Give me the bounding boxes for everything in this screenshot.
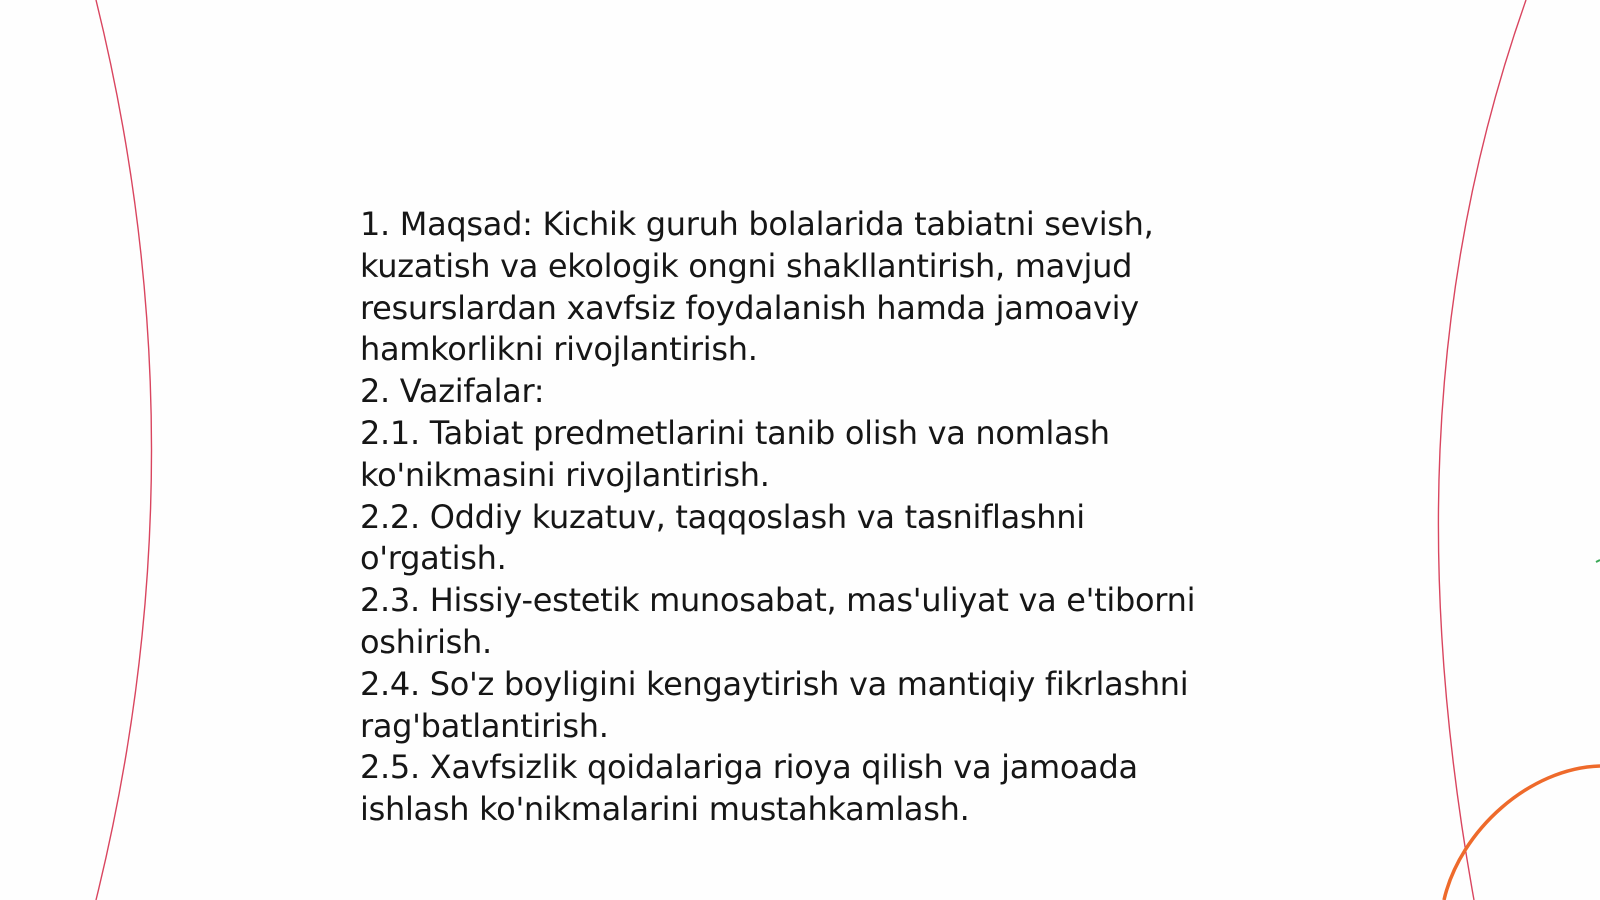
objectives-text-block — [360, 204, 1240, 831]
right-arc-line — [1438, 0, 1526, 900]
text-line: 2.4. So'z boyligini kengaytirish va mantiqiy fikrlashni — [360, 664, 1189, 703]
left-arc-line — [96, 0, 152, 900]
text-line: o'rgatish. — [360, 539, 507, 578]
text-line: 2.3. Hissiy-estetik munosabat, mas'uliyat va e'tiborni — [360, 581, 1196, 620]
text-line: 2.5. Xavfsizlik qoidalariga rioya qilish va jamoada — [360, 748, 1138, 787]
text-line: 2. Vazifalar: — [360, 372, 545, 411]
text-line: rag'batlantirish. — [360, 706, 609, 745]
orange-arc — [1444, 766, 1600, 900]
text-line: 2.1. Tabiat predmetlarini tanib olish va nomlash — [360, 413, 1110, 452]
text-line: ko'nikmasini rivojlantirish. — [360, 455, 770, 494]
green-mark — [1596, 560, 1600, 562]
text-line: oshirish. — [360, 622, 492, 661]
text-line: kuzatish va ekologik ongni shakllantirish, mavjud — [360, 246, 1133, 285]
text-line: resurslardan xavfsiz foydalanish hamda jamoaviy — [360, 288, 1139, 327]
text-line: 2.2. Oddiy kuzatuv, taqqoslash va tasniflashni — [360, 497, 1085, 536]
text-line: 1. Maqsad: Kichik guruh bolalarida tabiatni sevish, — [360, 205, 1154, 243]
text-line: hamkorlikni rivojlantirish. — [360, 330, 758, 369]
text-line: ishlash ko'nikmalarini mustahkamlash. — [360, 790, 970, 829]
